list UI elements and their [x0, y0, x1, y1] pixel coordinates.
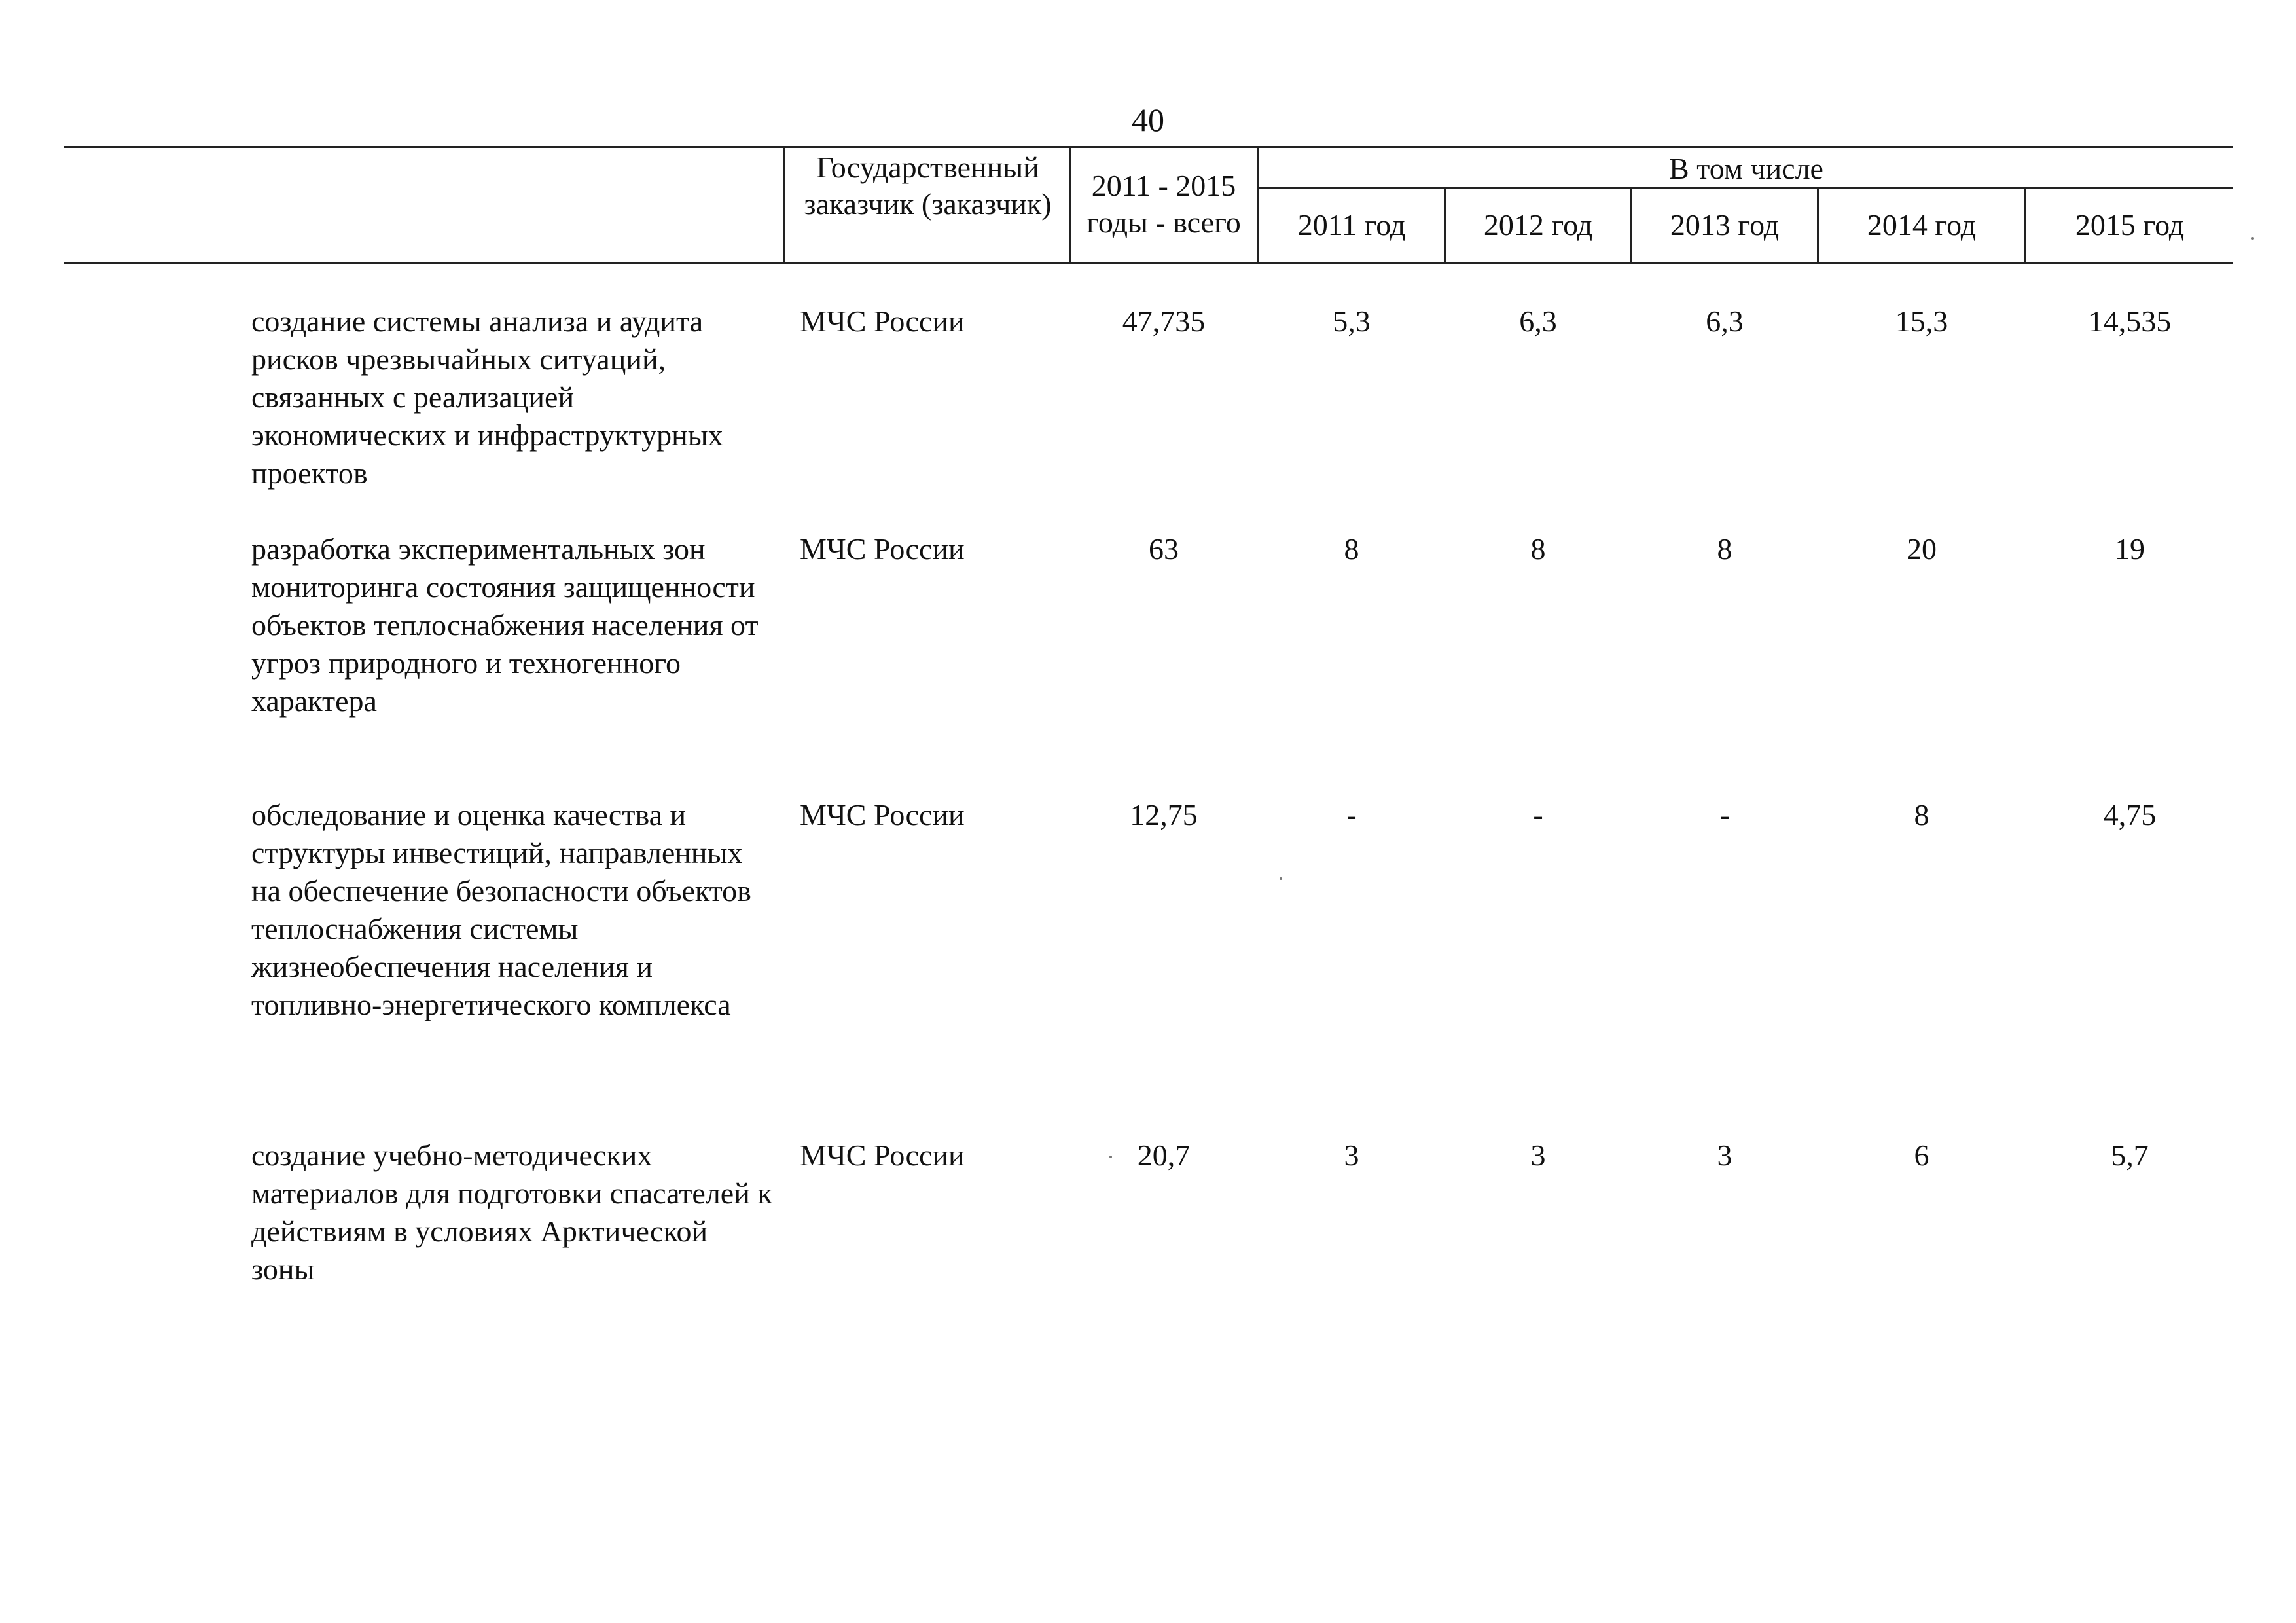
header-mid-rule: [1257, 187, 2233, 189]
table-row-value-2014: 8: [1914, 798, 1929, 831]
header-total: 2011 - 2015 годы - всего: [1086, 169, 1241, 239]
table-row-total: 63: [1149, 532, 1179, 566]
table-row-total: 12,75: [1130, 798, 1198, 831]
header-year-2011: 2011 год: [1297, 208, 1406, 242]
table-row-total: 47,735: [1122, 304, 1206, 338]
header-year-2012: 2012 год: [1483, 208, 1593, 242]
header-divider: [1257, 146, 1259, 264]
scan-speck: [1280, 877, 1282, 880]
table-row-value-2013: 6,3: [1706, 304, 1744, 338]
header-bottom-rule: [64, 262, 2233, 264]
table-row-value-2014: 20: [1907, 532, 1937, 566]
table-row-total: 20,7: [1137, 1139, 1191, 1172]
table-row-value-2011: 3: [1344, 1139, 1359, 1172]
table-row-value-2013: -: [1719, 798, 1730, 831]
scan-speck: [2251, 237, 2254, 240]
table-row-value-2014: 6: [1914, 1139, 1929, 1172]
table-row-value-2015: 19: [2115, 532, 2145, 566]
scan-speck: [1109, 1156, 1112, 1158]
header-top-rule: [64, 146, 2233, 148]
table-row-value-2011: 5,3: [1333, 304, 1371, 338]
table-row-customer: МЧС России: [800, 532, 965, 566]
header-year-2014: 2014 год: [1867, 208, 1977, 242]
header-year-2015: 2015 год: [2075, 208, 2185, 242]
page-number: 40: [1132, 101, 1164, 138]
table-row-customer: МЧС России: [800, 1139, 965, 1172]
table-row-description: создание системы анализа и аудита рисков чрезвычайных ситуаций, связанных с реализацией экономических и инфраструктурных проектов: [251, 304, 723, 490]
table-row-value-2011: -: [1346, 798, 1357, 831]
table-row-value-2013: 8: [1717, 532, 1732, 566]
table-row-value-2015: 5,7: [2111, 1139, 2149, 1172]
table-row-value-2012: -: [1533, 798, 1543, 831]
header-year-2013: 2013 год: [1670, 208, 1780, 242]
table-row-value-2011: 8: [1344, 532, 1359, 566]
table-row-value-2012: 8: [1530, 532, 1546, 566]
header-divider: [783, 146, 785, 264]
header-customer: Государственный заказчик (заказчик): [804, 151, 1052, 221]
table-row-description: обследование и оценка качества и структуры инвестиций, направленных на обеспечение безопасности объектов теплоснабжения системы жизнеобеспечения населения и топливно-энергетического комплекса: [251, 798, 751, 1021]
table-row-value-2012: 6,3: [1519, 304, 1557, 338]
table-row-value-2013: 3: [1717, 1139, 1732, 1172]
table-row-customer: МЧС России: [800, 798, 965, 831]
table-row-value-2014: 15,3: [1895, 304, 1948, 338]
table-row-value-2012: 3: [1530, 1139, 1546, 1172]
header-including: В том числе: [1669, 152, 1823, 185]
header-divider: [1069, 146, 1071, 264]
table-row-value-2015: 14,535: [2088, 304, 2172, 338]
table-row-description: разработка экспериментальных зон мониторинга состояния защищенности объектов теплоснабжения населения от угроз природного и техногенного характера: [251, 532, 759, 718]
table-row-customer: МЧС России: [800, 304, 965, 338]
table-row-description: создание учебно-методических материалов для подготовки спасателей к действиям в условиях Арктической зоны: [251, 1139, 772, 1286]
table-row-value-2015: 4,75: [2103, 798, 2157, 831]
